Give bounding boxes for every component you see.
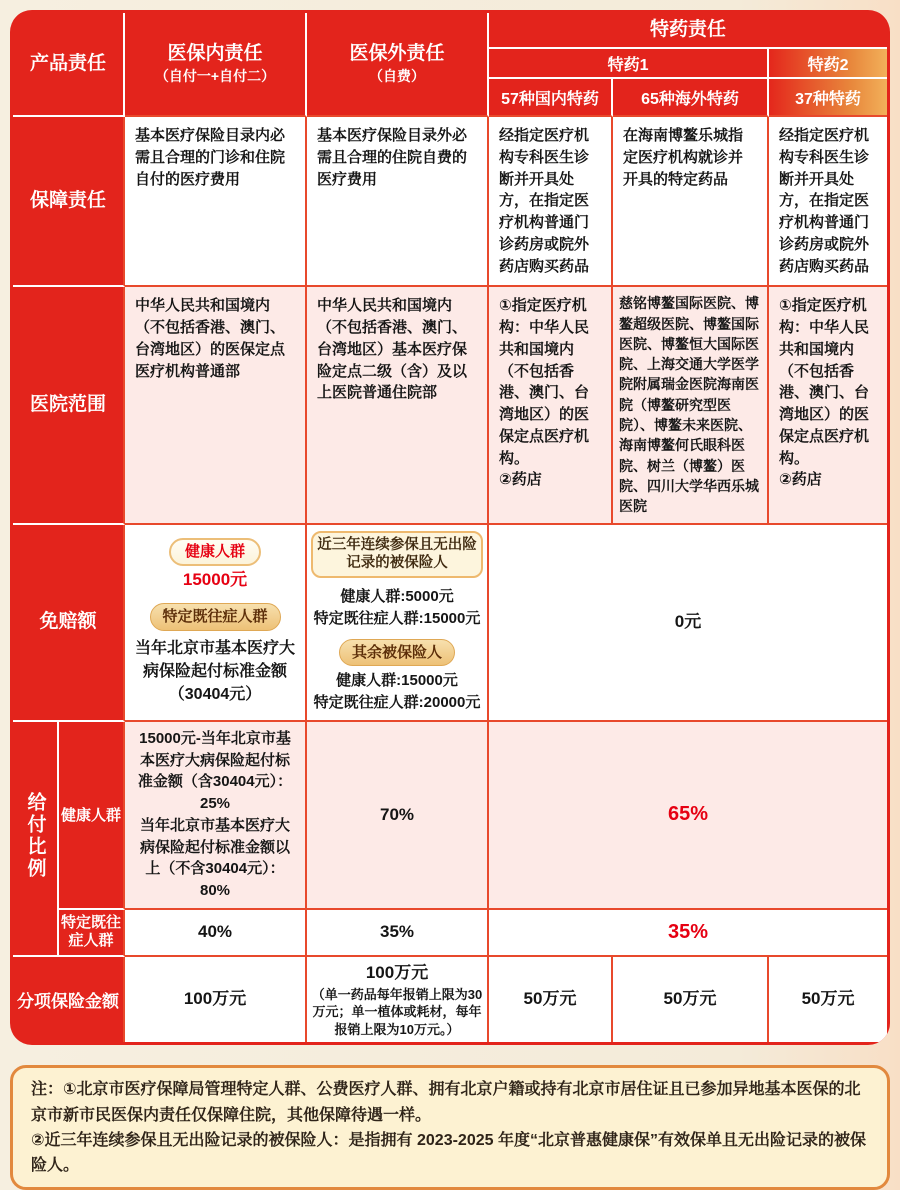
payout-inside-line3: 当年北京市基本医疗大病保险起付标准金额以上（不含30404元）：: [140, 816, 291, 878]
payout-healthy-special-cell: 65%: [489, 722, 887, 910]
payout-preexisting-row: [13, 910, 887, 957]
header-outside-subtitle: （自费）: [369, 68, 426, 85]
hospital-overseas-cell: 慈铭博鳌国际医院、博鳌超级医院、博鳌国际医院、博鳌恒大国际医院、上海交通大学医学院附属瑞金医院海南医院（博鳌研究型医院）、博鳌未来医院、海南博鳌何氏眼科医院、树兰（博鳌）医院、四川大学华西乐城医院: [613, 287, 769, 524]
hospital-label-text: 医院范围: [30, 393, 107, 415]
healthy-group-badge: 健康人群: [169, 538, 261, 566]
coverage-special2-cell: 经指定医疗机构专科医生诊断并开具处方，在指定医疗机构普通门诊药房或院外药店购买药品: [769, 117, 887, 287]
payout-inside-line2: 25%: [200, 795, 231, 813]
hospital-outside-cell: 中华人民共和国境内（不包括香港、澳门、台湾地区）基本医疗保险定点二级（含）及以上医院普通住院部: [307, 287, 489, 524]
sum-overseas-cell: 50万元: [613, 957, 769, 1042]
header-product-label: 产品责任: [30, 52, 107, 74]
header-special-drugs: [489, 13, 887, 49]
deductible-label-text: 免赔额: [39, 610, 97, 632]
header-overseas-label: 65种海外特药: [641, 90, 739, 108]
payout-healthy-sublabel: 健康人群: [59, 722, 125, 910]
sum-outside-main: 100万元: [365, 962, 429, 982]
preexisting-group-badge: 特定既往症人群: [150, 603, 281, 631]
footnote-line-1: 注：①北京市医疗保障局管理特定人群、公费医疗人群、拥有北京户籍或持有北京市居住证且已参加异地基本医保的北京市新市民医保内责任仅保障住院，其他保障待遇一样。: [31, 1081, 861, 1124]
coverage-overseas-cell: 在海南博鳌乐城指定医疗机构就诊并开具的特定药品: [613, 117, 769, 287]
continuous-insured-badge: 近三年连续参保且无出险记录的被保险人: [311, 531, 483, 579]
coverage-label-text: 保障责任: [30, 189, 107, 211]
payout-healthy-outside-cell: 70%: [307, 722, 489, 910]
payout-healthy-inside-cell: [125, 722, 307, 910]
sum-outside-note: （单一药品每年报销上限为30万元；单一植体或耗材，每年报销上限为10万元。）: [311, 986, 483, 1037]
coverage-row: [13, 117, 887, 287]
benefits-table-container: [10, 10, 890, 1045]
payout-healthy-row: [13, 722, 887, 910]
hospital-special2-main: ①指定医疗机构：中华人民共和国境内（不包括香港、澳门、台湾地区）的医保定点医疗机构。: [779, 297, 870, 467]
header-special-group2: [769, 49, 887, 79]
hospital-domestic-cell: [489, 287, 613, 524]
hospital-row-label: [13, 287, 125, 524]
preexisting-deductible-text: 当年北京市基本医疗大病保险起付标准金额（30404元）: [135, 639, 296, 703]
hospital-special2-store: ②药店: [779, 471, 822, 489]
deductible-row-label: [13, 525, 125, 722]
deductible-outside-cell: [307, 525, 489, 722]
sum-special2-cell: 50万元: [769, 957, 887, 1042]
coverage-domestic-cell: 经指定医疗机构专科医生诊断并开具处方，在指定医疗机构普通门诊药房或院外药店购买药品: [489, 117, 613, 287]
spacer: [311, 630, 483, 639]
payout-inside-line4: 80%: [200, 882, 231, 900]
deductible-inside-cell: [125, 525, 307, 722]
other-insured-badge: 其余被保险人: [339, 639, 455, 667]
payout-preexisting-outside-cell: 35%: [307, 910, 489, 957]
footnote-box: [10, 1065, 890, 1190]
payout-label-text: 给付比例: [24, 791, 46, 880]
hospital-special2-cell: [769, 287, 887, 524]
header-special-group1: [489, 49, 769, 79]
hospital-inside-cell: 中华人民共和国境内（不包括香港、澳门、台湾地区）的医保定点医疗机构普通部: [125, 287, 307, 524]
sum-insured-row: [13, 957, 887, 1042]
header-outside-medicare: [307, 13, 489, 117]
coverage-row-label: [13, 117, 125, 287]
footnote-line-2: ②近三年连续参保且无出险记录的被保险人：是指拥有 2023-2025 年度“北京普惠健康保”有效保单且无出险记录的被保险人。: [31, 1131, 866, 1175]
sum-outside-cell: [307, 957, 489, 1042]
header-domestic-label: 57种国内特药: [501, 90, 599, 108]
sum-inside-cell: 100万元: [125, 957, 307, 1042]
continuous-preexisting-line: 特定既往症人群:15000元: [313, 609, 481, 627]
payout-preexisting-special-cell: 35%: [489, 910, 887, 957]
header-overseas-drugs: [613, 79, 769, 117]
header-inside-subtitle: （自付一+自付二）: [154, 68, 276, 85]
other-preexisting-line: 特定既往症人群:20000元: [313, 694, 481, 712]
payout-preexisting-sublabel: 特定既往症人群: [59, 910, 125, 957]
sum-row-label: 分项保险金额: [13, 957, 125, 1042]
payout-preexisting-inside-cell: 40%: [125, 910, 307, 957]
continuous-healthy-line: 健康人群:5000元: [340, 588, 454, 606]
coverage-inside-cell: 基本医疗保险目录内必需且合理的门诊和住院自付的医疗费用: [125, 117, 307, 287]
hospital-row: [13, 287, 887, 524]
deductible-special-cell: 0元: [489, 525, 887, 722]
header-row-1: [13, 13, 887, 49]
header-outside-title: 医保外责任: [349, 42, 445, 64]
header-group2-label: 特药2: [807, 56, 849, 74]
payout-row-label: [13, 722, 59, 957]
hospital-domestic-store: ②药店: [499, 471, 542, 489]
header-product-liability: [13, 13, 125, 117]
header-special2-label: 37种特药: [795, 90, 861, 108]
hospital-domestic-main: ①指定医疗机构：中华人民共和国境内（不包括香港、澳门、台湾地区）的医保定点医疗机构。: [499, 297, 590, 467]
benefits-table: [13, 13, 887, 1042]
header-inside-medicare: [125, 13, 307, 117]
header-special2-drugs: [769, 79, 887, 117]
deductible-row: [13, 525, 887, 722]
header-group1-label: 特药1: [607, 56, 649, 74]
header-inside-title: 医保内责任: [167, 42, 263, 64]
header-domestic-drugs: [489, 79, 613, 117]
payout-inside-line1: 15000元-当年北京市基本医疗大病保险起付标准金额（含30404元）：: [137, 729, 293, 791]
healthy-deductible-amount: 15000元: [182, 570, 248, 590]
other-healthy-line: 健康人群:15000元: [336, 672, 458, 690]
coverage-outside-cell: 基本医疗保险目录外必需且合理的住院自费的医疗费用: [307, 117, 489, 287]
sum-domestic-cell: 50万元: [489, 957, 613, 1042]
header-special-drugs-label: 特药责任: [650, 18, 727, 40]
